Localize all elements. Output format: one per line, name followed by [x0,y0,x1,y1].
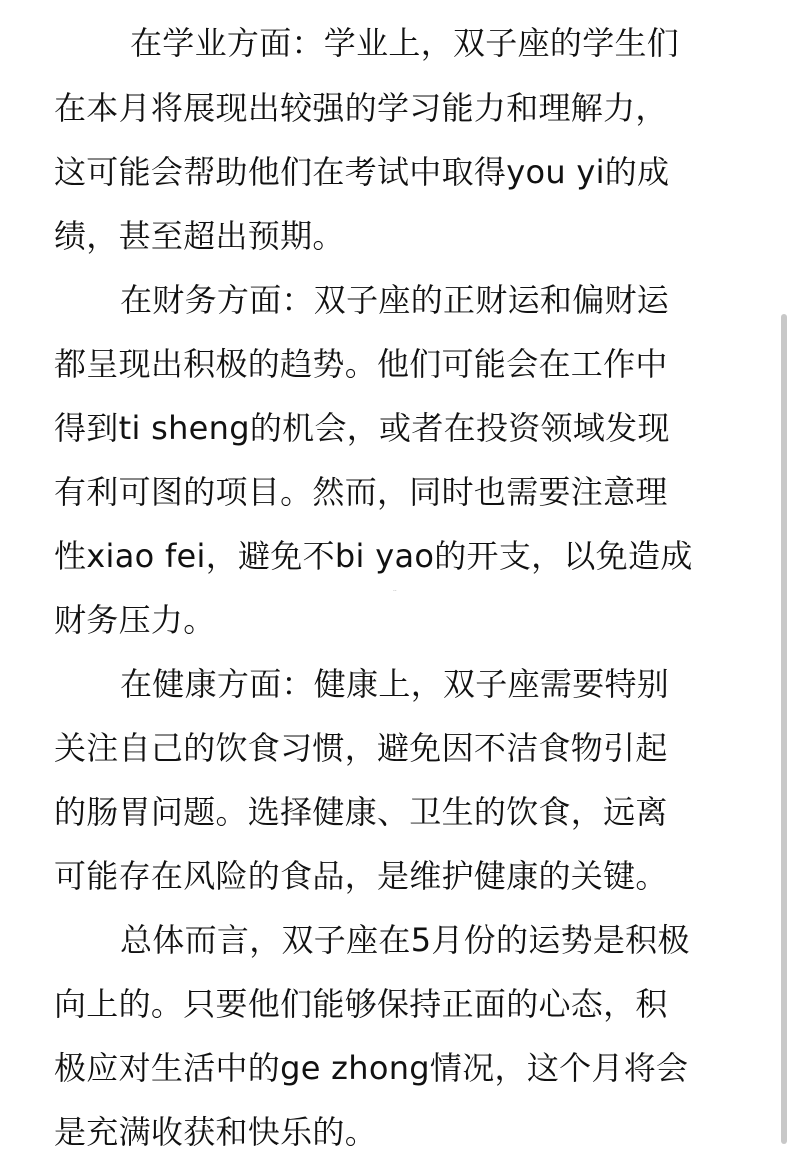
paragraph-3-line-1: 在健康方面：健康上，双子座需要特别 [120,665,670,703]
paragraph-4-line-2: 向上的。只要他们能够保持正面的心态，积 [54,985,668,1023]
paragraph-4-line-1: 总体而言，双子座在5月份的运势是积极 [120,921,690,959]
paragraph-4-line-4: 是充满收获和快乐的。 [54,1113,378,1151]
paragraph-2-line-1: 在财务方面：双子座的正财运和偏财运 [120,281,670,319]
paragraph-2-line-2: 都呈现出积极的趋势。他们可能会在工作中 [54,345,668,383]
paragraph-1-line-3: 这可能会帮助他们在考试中取得you yi的成 [54,153,670,191]
vertical-scrollbar[interactable] [781,314,787,1144]
paragraph-4-line-3: 极应对生活中的ge zhong情况，这个月将会 [54,1049,689,1087]
paragraph-1-line-2: 在本月将展现出较强的学习能力和理解力， [54,89,668,127]
paragraph-3-line-2: 关注自己的饮食习惯，避免因不洁食物引起 [54,729,668,767]
paragraph-1-line-4: 绩，甚至超出预期。 [54,217,345,255]
paragraph-2-line-5: 性xiao fei，避免不bi yao的开支，以免造成 [54,537,693,575]
paragraph-2-line-3: 得到ti sheng的机会，或者在投资领域发现 [54,409,670,447]
paragraph-2-line-6: 财务压力。 [54,601,216,639]
paragraph-1-line-1: 在学业方面：学业上，双子座的学生们 [130,24,680,62]
paragraph-2-line-4: 有利可图的项目。然而，同时也需要注意理 [54,473,668,511]
stray-mark: ·· [393,588,397,595]
paragraph-3-line-4: 可能存在风险的食品，是维护健康的关键。 [54,857,668,895]
paragraph-3-line-3: 的肠胃问题。选择健康、卫生的饮食，远离 [54,793,668,831]
